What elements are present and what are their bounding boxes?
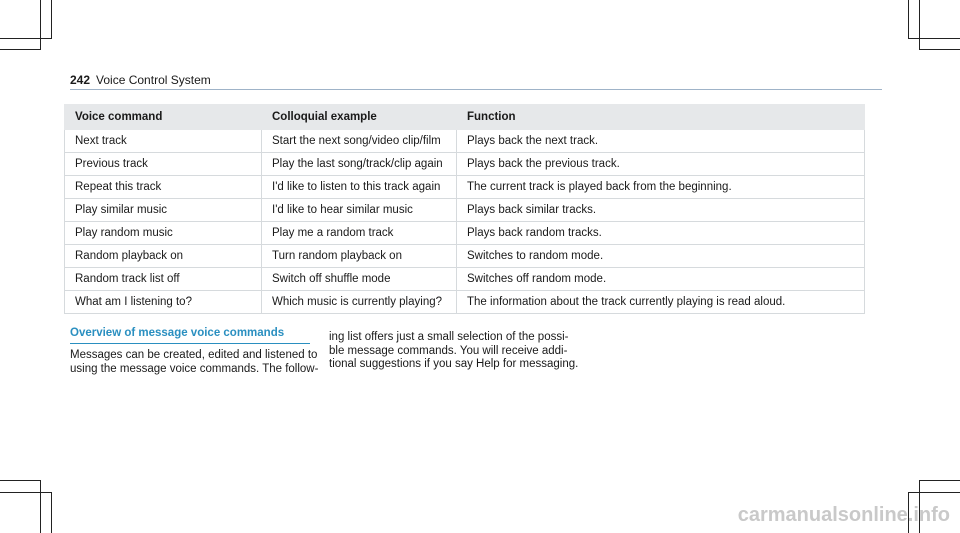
table-cell: The information about the track currently playing is read aloud. bbox=[457, 291, 865, 314]
table-cell: Turn random playback on bbox=[262, 245, 457, 268]
crop-mark bbox=[40, 480, 41, 533]
section-title: Overview of message voice commands bbox=[70, 327, 285, 339]
crop-mark bbox=[919, 480, 960, 481]
crop-mark bbox=[0, 492, 52, 493]
table-cell: Play similar music bbox=[65, 199, 262, 222]
crop-mark bbox=[40, 0, 41, 50]
text-line: Messages can be created, edited and listened to bbox=[70, 349, 318, 361]
table-cell: Previous track bbox=[65, 153, 262, 176]
crop-mark bbox=[0, 38, 52, 39]
page-header bbox=[70, 73, 211, 87]
column-header: Voice command bbox=[65, 105, 262, 130]
text-line: using the message voice commands. The follow- bbox=[70, 362, 319, 375]
table-cell: Play me a random track bbox=[262, 222, 457, 245]
table-row bbox=[65, 291, 865, 314]
table-cell: The current track is played back from the beginning. bbox=[457, 176, 865, 199]
table-row bbox=[65, 268, 865, 291]
crop-mark bbox=[919, 0, 920, 50]
body-text-column-2 bbox=[329, 331, 599, 372]
table-cell: I'd like to hear similar music bbox=[262, 199, 457, 222]
table-cell: Play the last song/track/clip again bbox=[262, 153, 457, 176]
table-row bbox=[65, 245, 865, 268]
watermark: carmanualsonline.info bbox=[737, 504, 950, 526]
table-cell: What am I listening to? bbox=[65, 291, 262, 314]
table-cell: Plays back random tracks. bbox=[457, 222, 865, 245]
table-header-row bbox=[65, 105, 865, 130]
table-cell: Play random music bbox=[65, 222, 262, 245]
crop-mark bbox=[919, 49, 960, 50]
crop-mark bbox=[51, 492, 52, 533]
table-cell: Next track bbox=[65, 130, 262, 153]
table-cell: Random track list off bbox=[65, 268, 262, 291]
table-cell: Switches off random mode. bbox=[457, 268, 865, 291]
table-cell: I'd like to listen to this track again bbox=[262, 176, 457, 199]
body-text-column-1 bbox=[70, 349, 324, 376]
table-row bbox=[65, 153, 865, 176]
column-header: Function bbox=[457, 105, 865, 130]
page-number: 242 bbox=[70, 73, 91, 87]
crop-mark bbox=[51, 0, 52, 38]
crop-mark bbox=[0, 480, 40, 481]
table-cell: Repeat this track bbox=[65, 176, 262, 199]
table-cell: Switch off shuffle mode bbox=[262, 268, 457, 291]
voice-command-table bbox=[64, 104, 865, 314]
table-row bbox=[65, 199, 865, 222]
table-cell: Random playback on bbox=[65, 245, 262, 268]
table-cell: Start the next song/video clip/film bbox=[262, 130, 457, 153]
crop-mark bbox=[908, 38, 960, 39]
crop-mark bbox=[0, 49, 40, 50]
table-row bbox=[65, 130, 865, 153]
table-cell: Plays back the previous track. bbox=[457, 153, 865, 176]
table-row bbox=[65, 176, 865, 199]
text-line: tional suggestions if you say Help for messaging. bbox=[329, 358, 579, 370]
section-title-underline bbox=[70, 343, 310, 344]
table-cell: Which music is currently playing? bbox=[262, 291, 457, 314]
table-cell: Switches to random mode. bbox=[457, 245, 865, 268]
column-header: Colloquial example bbox=[262, 105, 457, 130]
crop-mark bbox=[908, 0, 909, 38]
section-name: Voice Control System bbox=[96, 73, 211, 87]
header-divider bbox=[70, 89, 882, 90]
text-line: ing list offers just a small selection of the possi- bbox=[329, 331, 569, 343]
crop-mark bbox=[908, 492, 960, 493]
text-line: ble message commands. You will receive addi- bbox=[329, 344, 568, 357]
table-cell: Plays back similar tracks. bbox=[457, 199, 865, 222]
table-cell: Plays back the next track. bbox=[457, 130, 865, 153]
table-row bbox=[65, 222, 865, 245]
